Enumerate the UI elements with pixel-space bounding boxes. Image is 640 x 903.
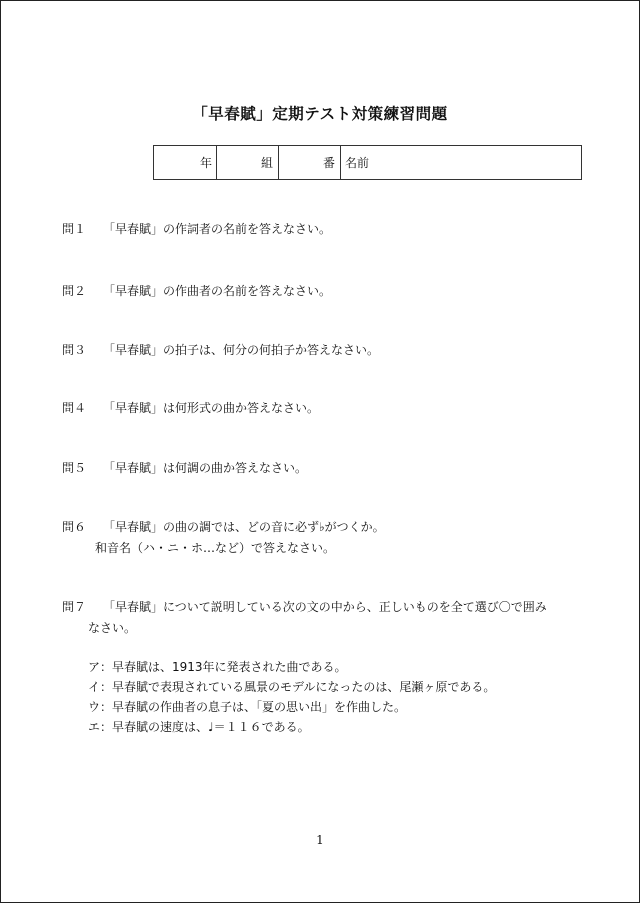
- question-number: 問３: [62, 343, 87, 357]
- question-number: 問２: [62, 284, 87, 298]
- name-box: [153, 145, 582, 180]
- answer-choices: [88, 657, 495, 737]
- question-text: 「早春賦」は何調の曲か答えなさい。: [103, 461, 308, 475]
- question-4: [62, 398, 319, 419]
- question-text: 「早春賦」の作曲者の名前を答えなさい。: [103, 284, 332, 298]
- question-text-continued: なさい。: [88, 621, 137, 635]
- question-6: [62, 517, 385, 559]
- question-1: [62, 219, 331, 240]
- number-label: 番: [322, 156, 335, 170]
- choice-i[interactable]: イ：早春賦で表現されている風景のモデルになったのは、尾瀬ヶ原である。: [88, 680, 496, 694]
- question-5: [62, 458, 307, 479]
- page-title: 「早春賦」定期テスト対策練習問題: [192, 105, 448, 123]
- year-field[interactable]: [154, 146, 217, 180]
- question-text: 「早春賦」について説明している次の文の中から、正しいものを全て選び〇で囲み: [103, 600, 547, 614]
- class-field[interactable]: [217, 146, 279, 180]
- choice-e[interactable]: エ：早春賦の速度は、♩＝１１６である。: [88, 720, 310, 734]
- choice-a[interactable]: ア：早春賦は、1913年に発表された曲である。: [88, 660, 347, 674]
- class-label: 組: [260, 156, 273, 170]
- question-7: [62, 597, 547, 639]
- page-number: 1: [316, 833, 324, 847]
- question-number: 問５: [62, 461, 87, 475]
- name-label: 名前: [345, 156, 370, 170]
- question-text: 「早春賦」の曲の調では、どの音に必ず♭がつくか。: [103, 520, 385, 534]
- question-number: 問６: [62, 520, 87, 534]
- question-number: 問７: [62, 600, 87, 614]
- number-field[interactable]: [279, 146, 341, 180]
- question-text: 「早春賦」の拍子は、何分の何拍子か答えなさい。: [103, 343, 380, 357]
- year-label: 年: [199, 156, 212, 170]
- question-number: 問１: [62, 222, 87, 236]
- question-number: 問４: [62, 401, 87, 415]
- question-text: 「早春賦」の作詞者の名前を答えなさい。: [103, 222, 332, 236]
- name-field[interactable]: [341, 146, 582, 180]
- question-3: [62, 340, 379, 361]
- question-text: 「早春賦」は何形式の曲か答えなさい。: [103, 401, 320, 415]
- choice-u[interactable]: ウ：早春賦の作曲者の息子は、「夏の思い出」を作曲した。: [88, 700, 407, 714]
- question-text-continued: 和音名（ハ・ニ・ホ…など）で答えなさい。: [95, 541, 336, 555]
- question-2: [62, 281, 331, 302]
